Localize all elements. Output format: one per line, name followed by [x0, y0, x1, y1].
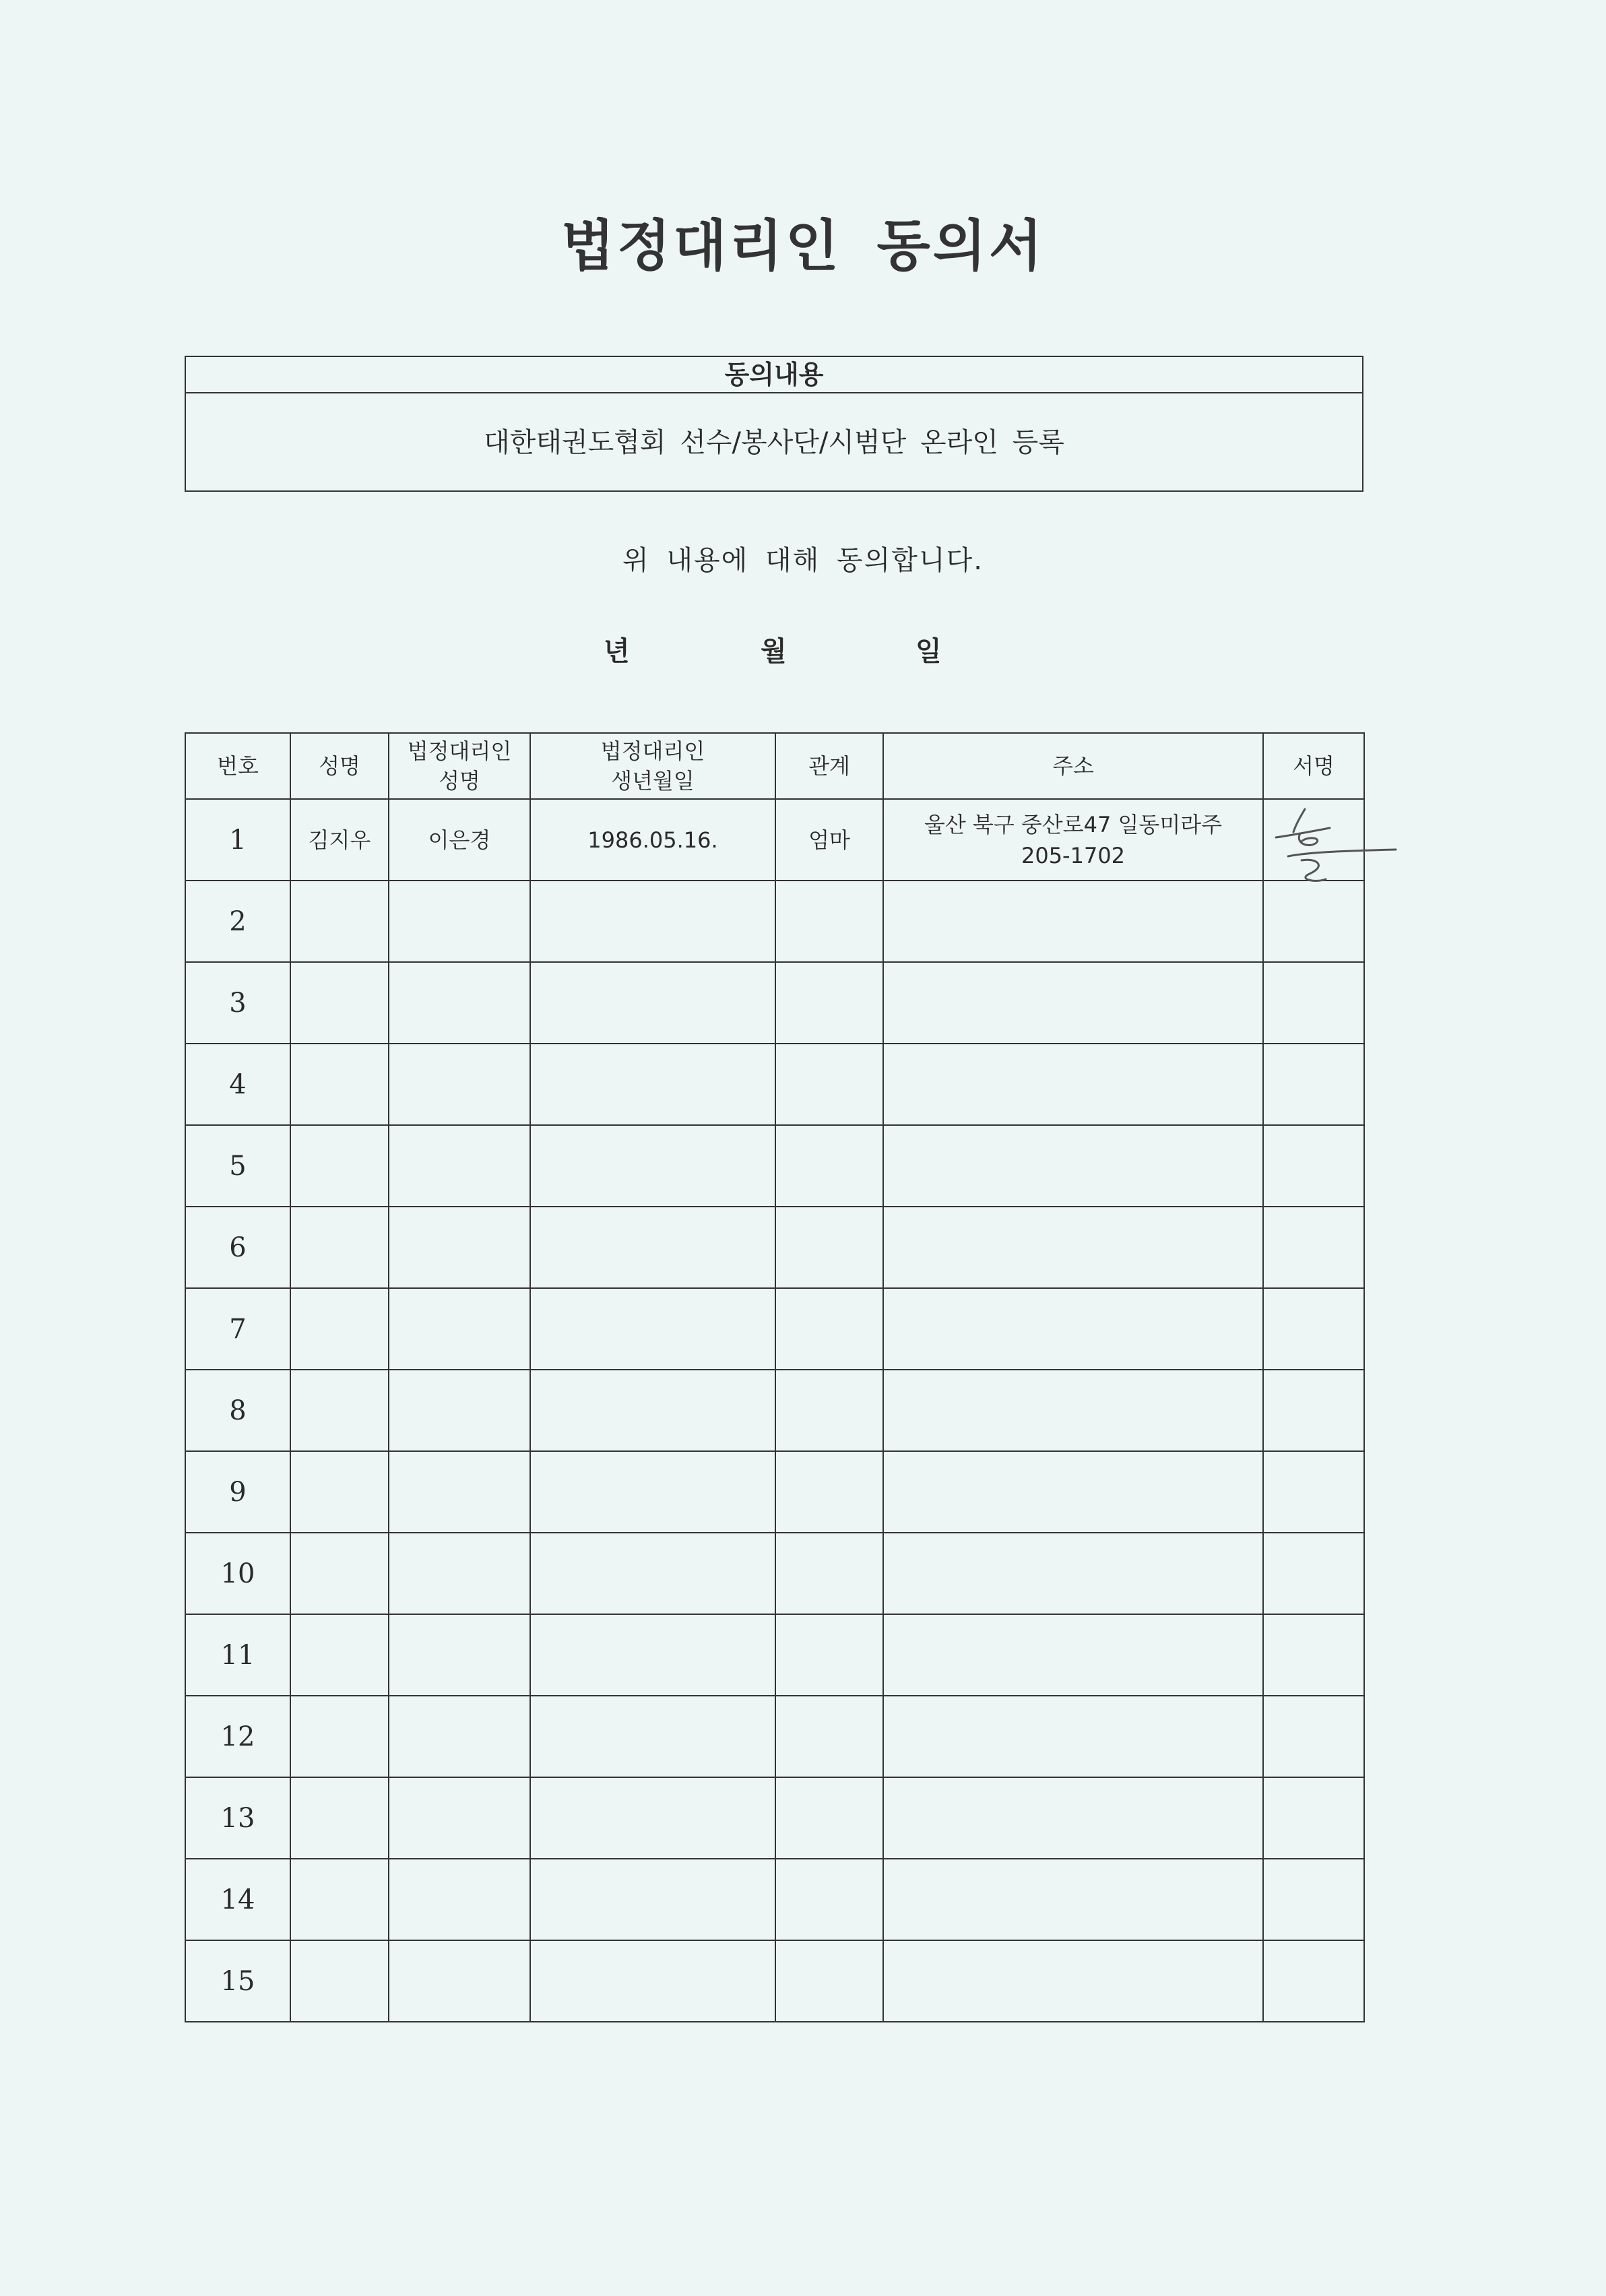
cell-address [883, 1370, 1263, 1451]
table-row [185, 1696, 1364, 1777]
cell-address [883, 1451, 1263, 1533]
cell-guardian [389, 1451, 530, 1533]
cell-relation [775, 881, 883, 962]
cell-no: 15 [185, 1940, 290, 2022]
cell-signature [1263, 1777, 1364, 1859]
cell-relation [775, 1940, 883, 2022]
cell-name [290, 1614, 389, 1696]
cell-guardian [389, 1288, 530, 1370]
header-guardian-birth-line1: 법정대리인 [600, 738, 705, 764]
cell-no: 5 [185, 1125, 290, 1207]
header-name: 성명 [290, 733, 389, 799]
header-no: 번호 [185, 733, 290, 799]
table-row [185, 1288, 1364, 1370]
cell-address [883, 881, 1263, 962]
cell-address [883, 1207, 1263, 1288]
cell-name [290, 1207, 389, 1288]
cell-signature [1263, 799, 1364, 881]
cell-address [883, 1044, 1263, 1125]
table-row [185, 1533, 1364, 1614]
cell-guardian [389, 1940, 530, 2022]
cell-name [290, 1696, 389, 1777]
handwritten-signature [1268, 804, 1403, 891]
table-row [185, 1125, 1364, 1207]
consent-header: 동의내용 [186, 357, 1362, 393]
cell-relation [775, 1125, 883, 1207]
cell-address [883, 1288, 1263, 1370]
cell-no: 1 [185, 799, 290, 881]
cell-address [883, 1125, 1263, 1207]
cell-no: 7 [185, 1288, 290, 1370]
cell-name [290, 1125, 389, 1207]
table-row [185, 962, 1364, 1044]
header-address: 주소 [883, 733, 1263, 799]
cell-signature [1263, 1370, 1364, 1451]
cell-signature [1263, 1533, 1364, 1614]
table-header-row [185, 733, 1364, 799]
table-row [185, 1451, 1364, 1533]
cell-birth: 1986.05.16. [530, 799, 775, 881]
cell-name: 김지우 [290, 799, 389, 881]
date-month-label: 월 [761, 636, 787, 667]
cell-no: 6 [185, 1207, 290, 1288]
table-row [185, 1614, 1364, 1696]
cell-name [290, 881, 389, 962]
cell-no: 11 [185, 1614, 290, 1696]
cell-birth [530, 1940, 775, 2022]
cell-name [290, 1859, 389, 1940]
cell-guardian [389, 1207, 530, 1288]
cell-signature [1263, 881, 1364, 962]
table-row [185, 1044, 1364, 1125]
cell-no: 14 [185, 1859, 290, 1940]
cell-relation [775, 1859, 883, 1940]
cell-birth [530, 1288, 775, 1370]
cell-relation [775, 1288, 883, 1370]
cell-birth [530, 1370, 775, 1451]
cell-relation [775, 1614, 883, 1696]
table-row [185, 1859, 1364, 1940]
cell-address [883, 962, 1263, 1044]
cell-no: 10 [185, 1533, 290, 1614]
cell-birth [530, 1451, 775, 1533]
cell-relation [775, 1696, 883, 1777]
cell-guardian [389, 962, 530, 1044]
cell-birth [530, 1533, 775, 1614]
cell-no: 8 [185, 1370, 290, 1451]
table-row [185, 1777, 1364, 1859]
cell-guardian [389, 1370, 530, 1451]
header-guardian-name [389, 733, 530, 799]
cell-birth [530, 1859, 775, 1940]
cell-birth [530, 1777, 775, 1859]
cell-signature [1263, 1288, 1364, 1370]
cell-guardian [389, 1777, 530, 1859]
cell-name [290, 1044, 389, 1125]
cell-signature [1263, 1940, 1364, 2022]
header-signature: 서명 [1263, 733, 1364, 799]
header-guardian-name-line2: 성명 [439, 768, 480, 794]
cell-relation [775, 962, 883, 1044]
cell-signature [1263, 1614, 1364, 1696]
cell-address-line1: 울산 북구 중산로47 일동미라주 [924, 811, 1223, 837]
cell-birth [530, 1614, 775, 1696]
cell-no: 9 [185, 1451, 290, 1533]
cell-relation [775, 1777, 883, 1859]
cell-no: 2 [185, 881, 290, 962]
cell-relation: 엄마 [775, 799, 883, 881]
table-row [185, 1940, 1364, 2022]
cell-name [290, 1940, 389, 2022]
agreement-statement: 위 내용에 대해 동의합니다. [622, 545, 984, 576]
cell-guardian [389, 1533, 530, 1614]
cell-no: 12 [185, 1696, 290, 1777]
cell-signature [1263, 1207, 1364, 1288]
cell-signature [1263, 1859, 1364, 1940]
cell-birth [530, 1207, 775, 1288]
cell-name [290, 1777, 389, 1859]
cell-relation [775, 1370, 883, 1451]
cell-name [290, 1288, 389, 1370]
cell-address-line2: 205-1702 [1021, 842, 1126, 868]
cell-name [290, 1533, 389, 1614]
cell-relation [775, 1533, 883, 1614]
header-guardian-birth [530, 733, 775, 799]
cell-signature [1263, 1044, 1364, 1125]
cell-birth [530, 1125, 775, 1207]
cell-guardian [389, 881, 530, 962]
cell-birth [530, 962, 775, 1044]
cell-birth [530, 1696, 775, 1777]
cell-guardian [389, 1696, 530, 1777]
consent-body: 대한태권도협회 선수/봉사단/시범단 온라인 등록 [484, 427, 1064, 458]
cell-birth [530, 881, 775, 962]
cell-address [883, 799, 1263, 881]
cell-name [290, 1451, 389, 1533]
cell-address [883, 1859, 1263, 1940]
guardian-table [185, 732, 1365, 2022]
cell-guardian [389, 1125, 530, 1207]
cell-guardian [389, 1044, 530, 1125]
document-title: 법정대리인 동의서 [560, 214, 1046, 278]
cell-no: 4 [185, 1044, 290, 1125]
cell-signature [1263, 1125, 1364, 1207]
cell-name [290, 1370, 389, 1451]
cell-address [883, 1533, 1263, 1614]
cell-address [883, 1940, 1263, 2022]
consent-box [185, 356, 1363, 492]
date-day-label: 일 [916, 636, 942, 667]
cell-relation [775, 1207, 883, 1288]
cell-guardian: 이은경 [389, 799, 530, 881]
date-year-label: 년 [604, 636, 630, 667]
cell-signature [1263, 962, 1364, 1044]
header-relation: 관계 [775, 733, 883, 799]
cell-name [290, 962, 389, 1044]
table-row [185, 1370, 1364, 1451]
table-row [185, 881, 1364, 962]
header-guardian-name-line1: 법정대리인 [407, 738, 512, 764]
cell-address [883, 1777, 1263, 1859]
table-row [185, 799, 1364, 881]
cell-guardian [389, 1614, 530, 1696]
cell-signature [1263, 1696, 1364, 1777]
cell-address [883, 1696, 1263, 1777]
cell-guardian [389, 1859, 530, 1940]
cell-relation [775, 1451, 883, 1533]
cell-signature [1263, 1451, 1364, 1533]
cell-birth [530, 1044, 775, 1125]
cell-address [883, 1614, 1263, 1696]
cell-no: 3 [185, 962, 290, 1044]
cell-relation [775, 1044, 883, 1125]
table-row [185, 1207, 1364, 1288]
header-guardian-birth-line2: 생년월일 [611, 768, 695, 794]
cell-no: 13 [185, 1777, 290, 1859]
